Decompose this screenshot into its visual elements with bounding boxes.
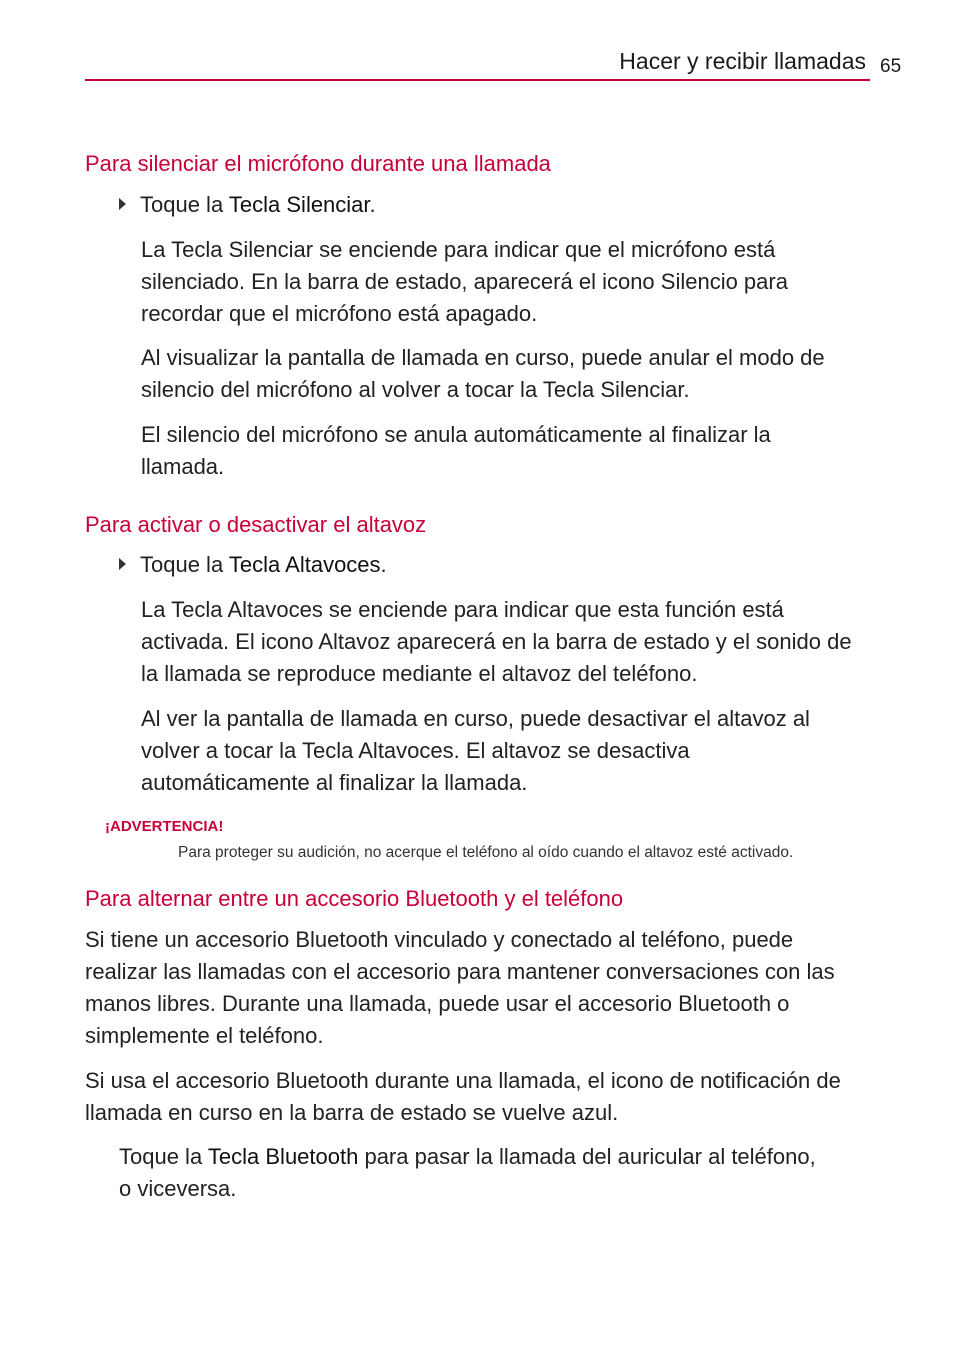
section-heading-bluetooth: Para alternar entre un accesorio Bluetooth y el teléfono [85, 886, 624, 911]
paragraph: La Tecla Silenciar se enciende para indicar que el micrófono está silenciado. En la barra de estado, aparecerá el icono Silencio para recordar que el micrófono está apagado. [141, 237, 788, 326]
chapter-title: Hacer y recibir llamadas [619, 48, 866, 74]
step-mute [119, 189, 376, 221]
step-key: Tecla Silenciar [228, 192, 370, 217]
paragraph: Si tiene un accesorio Bluetooth vinculado y conectado al teléfono, puede realizar las llamadas con el accesorio para mantener conversaciones con las manos libres. Durante una llamada, puede usar el accesorio Bluetooth o simplemente el teléfono. [85, 927, 835, 1048]
arrow-right-icon [119, 198, 126, 210]
step-suffix: . [369, 192, 376, 217]
step-prefix: Toque la [140, 192, 229, 217]
step-key: Tecla Altavoces [228, 552, 381, 577]
step-suffix: . [380, 552, 387, 577]
step-bluetooth [119, 1141, 819, 1205]
step-key: Tecla Bluetooth [207, 1144, 359, 1169]
paragraph: Al ver la pantalla de llamada en curso, puede desactivar el altavoz al volver a tocar la Tecla Altavoces. El altavoz se desactiva automáticamente al finalizar la llamada. [141, 706, 810, 795]
section-heading-mute: Para silenciar el micrófono durante una llamada [85, 151, 551, 176]
paragraph: Al visualizar la pantalla de llamada en curso, puede anular el modo de silencio del micrófono al volver a tocar la Tecla Silenciar. [141, 345, 825, 402]
warning-text: Para proteger su audición, no acerque el teléfono al oído cuando el altavoz esté activado. [178, 844, 794, 861]
warning-title: ¡ADVERTENCIA! [105, 818, 224, 835]
step-prefix: Toque la [140, 552, 229, 577]
arrow-right-icon [119, 558, 126, 570]
paragraph: Si usa el accesorio Bluetooth durante una llamada, el icono de notificación de llamada en curso en la barra de estado se vuelve azul. [85, 1068, 841, 1125]
header-divider [85, 79, 870, 81]
step-prefix: Toque la [119, 1144, 208, 1169]
step-suffix: para pasar la llamada del auricular al teléfono, o viceversa. [119, 1144, 816, 1201]
paragraph: La Tecla Altavoces se enciende para indicar que esta función está activada. El icono Altavoz aparecerá en la barra de estado y el sonido de la llamada se reproduce mediante el altavoz del teléfono. [141, 597, 852, 686]
section-heading-speaker: Para activar o desactivar el altavoz [85, 512, 427, 537]
step-speaker [119, 549, 387, 581]
paragraph: El silencio del micrófono se anula automáticamente al finalizar la llamada. [141, 422, 771, 479]
page-number: 65 [880, 56, 902, 77]
